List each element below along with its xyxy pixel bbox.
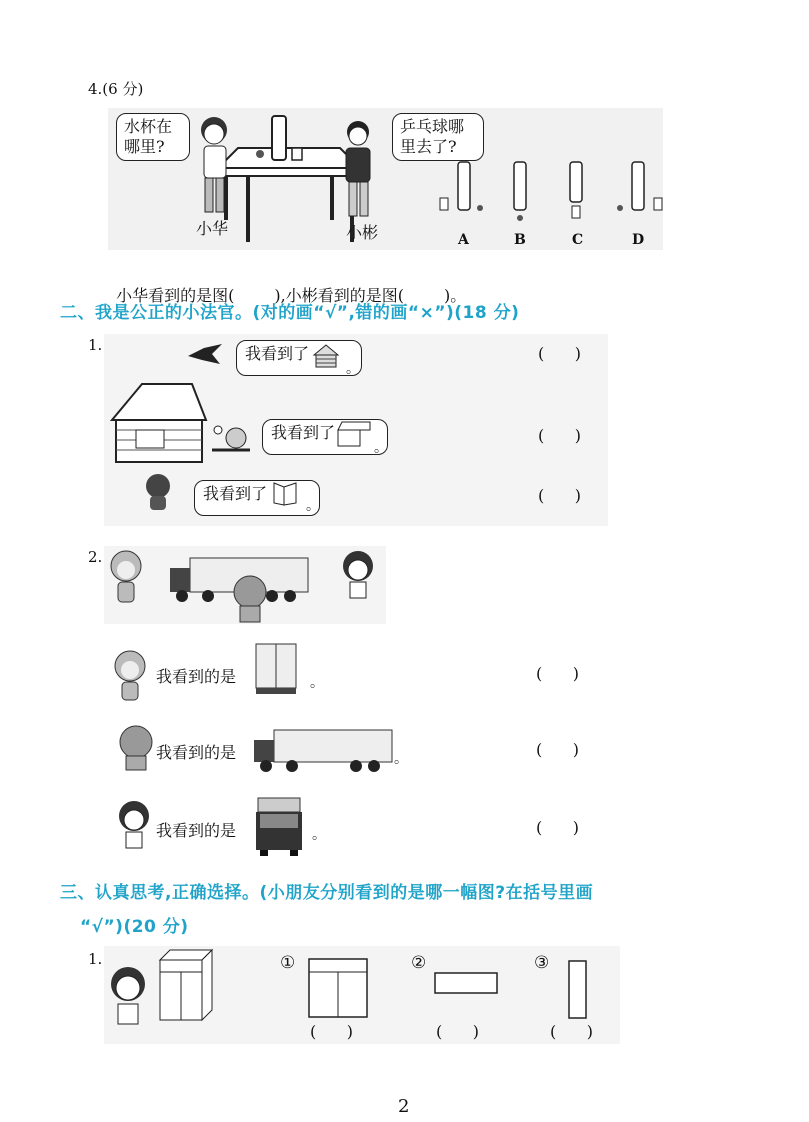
s2-q1-answer-1[interactable]: ( ) (538, 344, 581, 363)
s3-answer-3[interactable]: ( ) (550, 1022, 593, 1041)
s2-q2-row3-text: 我看到的是 (156, 821, 237, 840)
section-2-q2-label: 2. (88, 548, 103, 566)
girl-icon-section3 (104, 966, 156, 1028)
speech-bubble-xiaohua: 水杯在 哪里? (116, 113, 190, 161)
name-xiaobin: 小彬 (346, 223, 379, 242)
page-number: 2 (398, 1096, 410, 1117)
s2-q2-answer-1[interactable]: ( ) (536, 664, 579, 683)
s3-answer-1[interactable]: ( ) (310, 1022, 353, 1041)
s3-option-2-label: ② (411, 953, 427, 973)
s3-option-1-label: ① (280, 953, 296, 973)
monkey-face-icon-row1 (110, 648, 152, 704)
q4-sentence-part-a: 小华看到的是图( (116, 286, 235, 305)
house-side-view-icon (272, 481, 300, 507)
wardrobe-icon (158, 948, 214, 1022)
s2-q1-bubble-bird (236, 340, 362, 376)
view-options-icons (436, 158, 666, 218)
house-front-view-icon (336, 420, 372, 448)
bird-row-period: 。 (346, 361, 360, 377)
wardrobe-top-view-icon (434, 972, 498, 996)
section-2-q1-label: 1. (88, 336, 103, 354)
girl-icon-row3 (116, 800, 154, 852)
speech-bubble-xiaobin: 乒乓球哪 里去了? (392, 113, 484, 161)
section-3-q1-label: 1. (88, 950, 103, 968)
s2-q2-row1-period: 。 (310, 675, 324, 691)
section-3-title-line1: 三、认真思考,正确选择。(小朋友分别看到的是哪一幅图?在括号里画 (60, 883, 594, 903)
option-c-label: C (572, 232, 584, 248)
brick-house-icon (106, 380, 210, 464)
truck-side-view-icon (252, 728, 394, 774)
truck-front-view-icon (254, 796, 304, 858)
q4-sentence-part-c: )。 (444, 286, 467, 305)
snail-icon (210, 424, 252, 454)
wardrobe-front-view-icon (308, 958, 370, 1020)
girl-icon (340, 550, 376, 602)
s2-q1-bubble-monkey-text: 我看到了 (203, 484, 268, 503)
s2-q2-row2-text: 我看到的是 (156, 743, 237, 762)
boy-xiaohua-icon (192, 114, 242, 224)
s3-option-3-label: ③ (534, 953, 550, 973)
section-3-title-line2: “√”)(20 分) (80, 917, 189, 937)
s2-q1-answer-3[interactable]: ( ) (538, 486, 581, 505)
s2-q1-bubble-bird-text: 我看到了 (245, 344, 310, 363)
truck-back-view-icon (254, 642, 298, 698)
bird-icon (186, 342, 226, 370)
doll-back-icon-row2 (116, 724, 156, 774)
name-xiaohua: 小华 (196, 219, 229, 238)
option-d-label: D (632, 232, 645, 248)
monkey-back-icon (140, 472, 178, 514)
s2-q2-row1-text: 我看到的是 (156, 667, 237, 686)
s2-q1-answer-2[interactable]: ( ) (538, 426, 581, 445)
doll-back-icon (230, 574, 272, 624)
s2-q1-bubble-snail-text: 我看到了 (271, 423, 336, 442)
monkey-face-icon (106, 548, 150, 608)
boy-xiaobin-icon (338, 118, 382, 223)
question-4-label: 4.(6 分) (88, 80, 144, 98)
section-2-title: 二、我是公正的小法官。(对的画“√”,错的画“×”)(18 分) (60, 303, 520, 323)
s2-q2-row3-period: 。 (312, 827, 326, 843)
s2-q1-bubble-monkey (194, 480, 320, 516)
snail-row-period: 。 (374, 440, 388, 456)
s2-q2-answer-3[interactable]: ( ) (536, 818, 579, 837)
monkey-row-period: 。 (306, 498, 320, 514)
s2-q2-answer-2[interactable]: ( ) (536, 740, 579, 759)
wardrobe-side-view-icon (568, 960, 588, 1020)
roof-view-icon (312, 343, 340, 369)
q4-sentence-part-b: ),小彬看到的是图( (274, 286, 404, 305)
option-b-label: B (514, 232, 526, 248)
s3-answer-2[interactable]: ( ) (436, 1022, 479, 1041)
option-a-label: A (458, 232, 469, 248)
s2-q2-row2-period: 。 (394, 751, 408, 767)
